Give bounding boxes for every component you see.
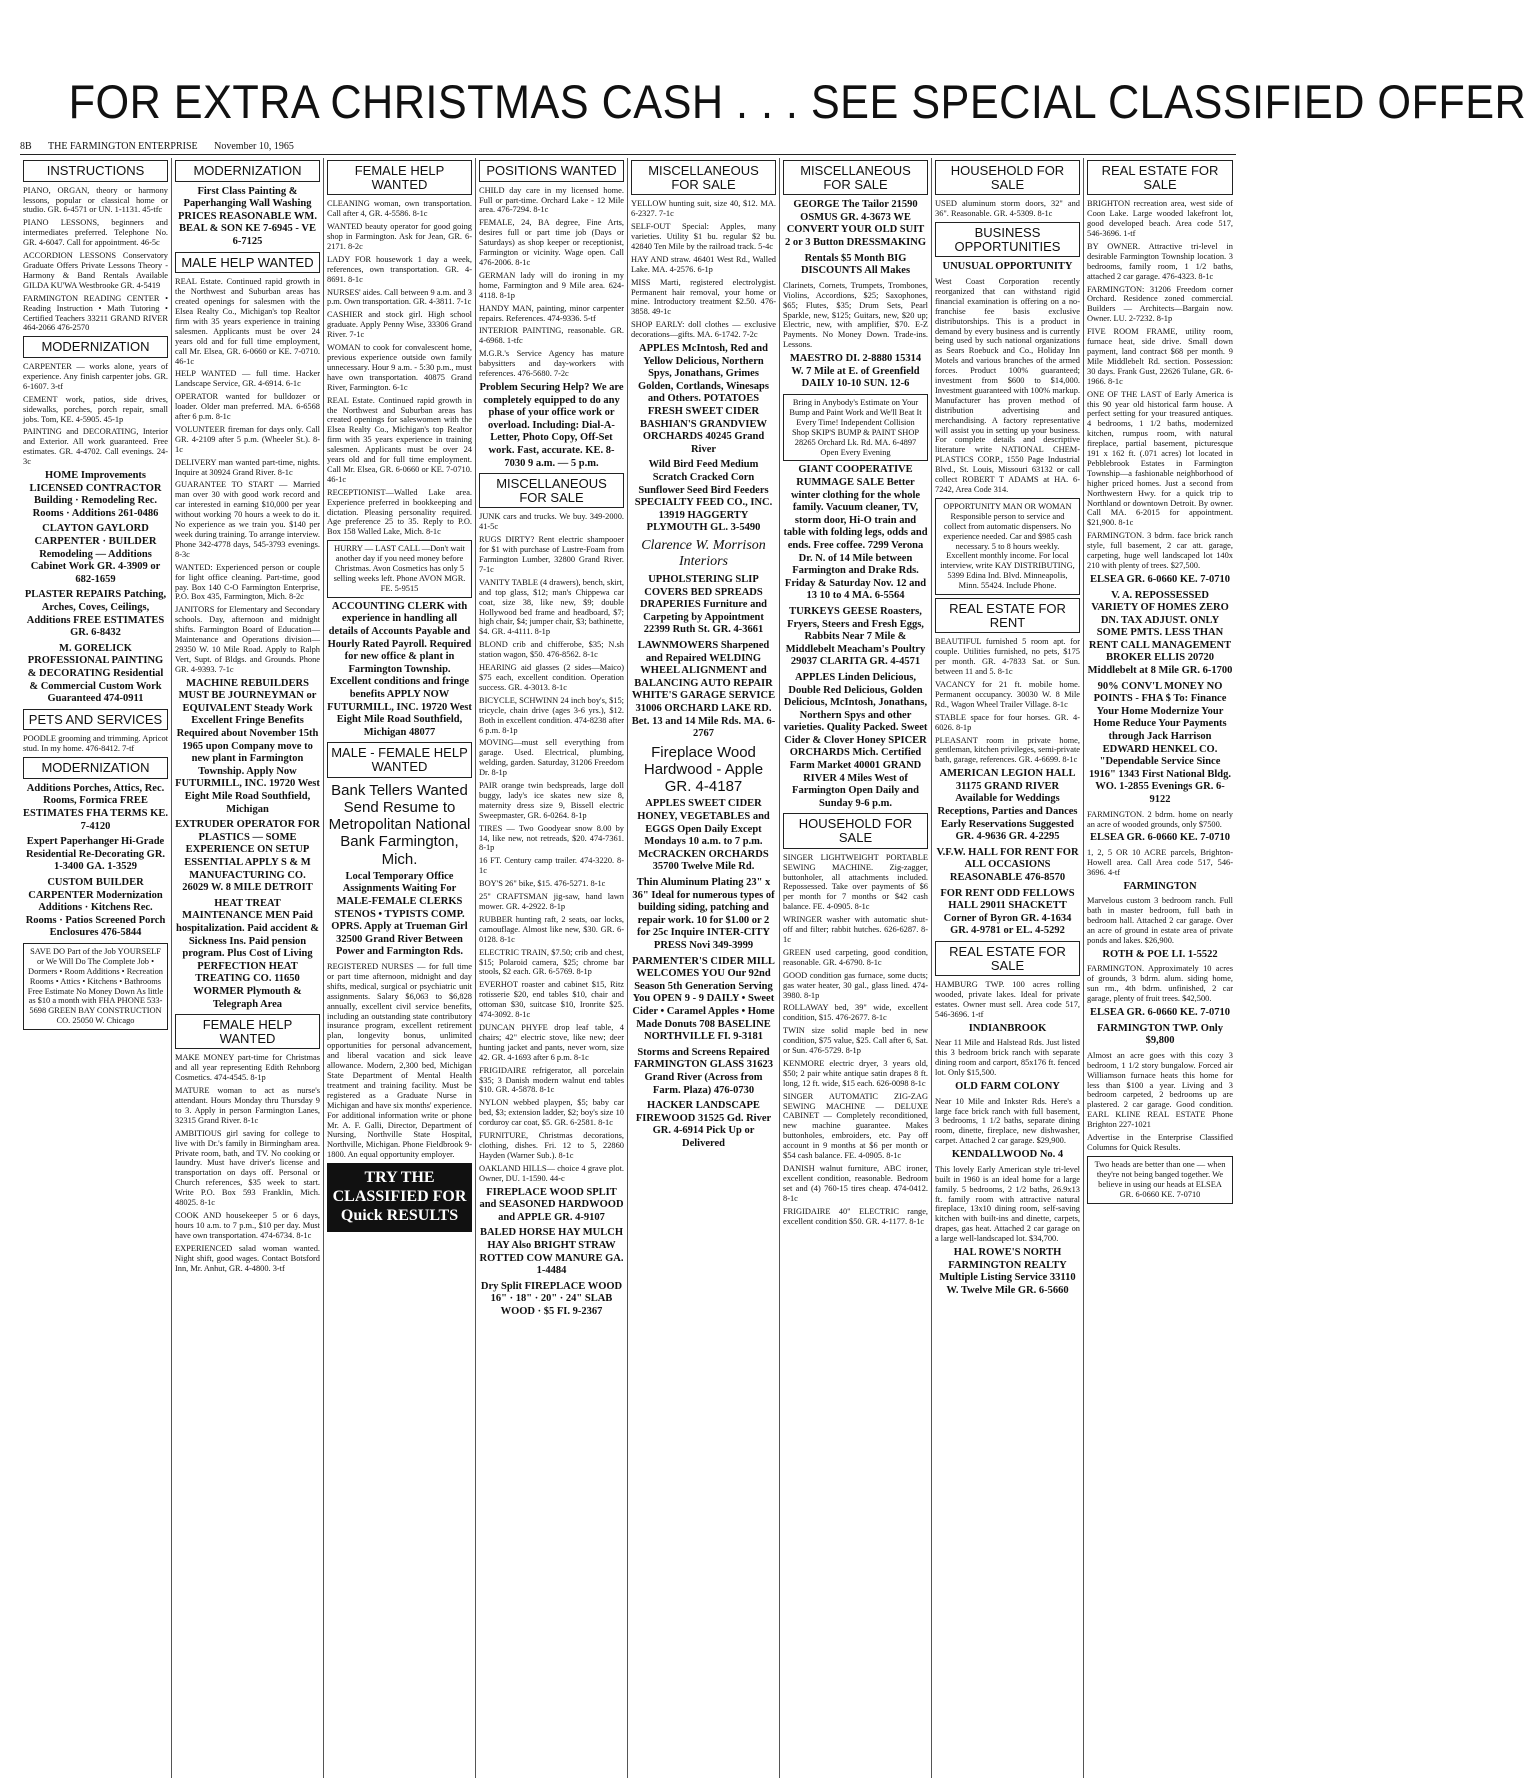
classified-ad: MAKE MONEY part-time for Christmas and all year representing Edith Rehnborg Cosmetics. 474-4545. 8-1p xyxy=(175,1053,320,1083)
section-header: HOUSEHOLD FOR SALE xyxy=(783,813,928,848)
classified-ad: SINGER LIGHTWEIGHT PORTABLE SEWING MACHINE. Zig-zagger, buttonholer, all attachments included. Repossessed. Take over payments of $6 per month for 7 months or $42 cash balance. FE. 4-0905. 8-1c xyxy=(783,852,928,912)
classified-ad: SINGER AUTOMATIC ZIG-ZAG SEWING MACHINE — DELUXE CABINET — Completely reconditioned, new machine guarantee. Makes buttonholes, embroiders, etc. Pay off account in 9 months at $6 per month or $54 cash balance. FE. 4-0905. 8-1c xyxy=(783,1091,928,1161)
classified-ad: FURNITURE, Christmas decorations, clothing, dishes. Fri. 12 to 5, 22860 Hayden (Warner Sub.). 8-1c xyxy=(479,1131,624,1160)
display-ad: Additions Porches, Attics, Rec. Rooms, Formica FREE ESTIMATES FHA TERMS KE. 7-4120 xyxy=(23,782,168,832)
column-5 xyxy=(628,158,780,1778)
classified-ad: EXPERIENCED salad woman wanted. Night shift, good wages. Contact Botsford Inn, Mr. Anhut, GR. 4-4800. 3-tf xyxy=(175,1243,320,1273)
display-ad: CUSTOM BUILDER CARPENTER Modernization Additions · Kitchens Rec. Rooms · Patios Screened Porch Enclosures 476-5844 xyxy=(25,876,166,939)
display-ad: Problem Securing Help? We are completely equipped to do any phase of your office work or overload. Including: Dial-A-Letter, Photo Copy, Off-Set work. Fast, accurate. KE. 8-7030 9 a.m. — 5 p.m. xyxy=(479,381,624,469)
section-header: MODERNIZATION xyxy=(23,336,168,358)
classified-ad: HAY AND straw. 46401 West Rd., Walled Lake. MA. 4-2576. 6-1p xyxy=(631,254,776,274)
display-ad: Thin Aluminum Plating 23" x 36" Ideal for numerous types of building siding, patching and repair work. 10 for $1.00 or 2 for 25c Inquire INTER-CITY PRESS Novi 349-3999 xyxy=(632,877,775,951)
classified-ad: BICYCLE, SCHWINN 24 inch boy's, $15; tricycle, chain drive (ages 3-6 yrs.), $12. Both in excellent condition. 474-8238 after 6 p.m. 8-1p xyxy=(479,695,624,735)
classified-ad: BLOND crib and chifferobe, $35; N.sh station wagon, $50. 476-8562. 8-1c xyxy=(479,640,624,660)
classified-ad: GREEN used carpeting, good condition, reasonable. GR. 4-6790. 8-1c xyxy=(783,947,928,967)
classified-ad: FRIGIDAIRE 40" ELECTRIC range, excellent condition $50. GR. 4-1177. 8-1c xyxy=(783,1206,928,1226)
banner-headline: FOR EXTRA CHRISTMAS CASH . . . SEE SPECIAL CLASSIFIED OFFER xyxy=(68,75,1526,128)
classified-ad: RUBBER hunting raft, 2 seats, oar locks, camouflage. Almost like new, $30. GR. 6-0128. 8-1c xyxy=(479,914,624,944)
section-header: MODERNIZATION xyxy=(175,160,320,182)
display-ad: HOME Improvements LICENSED CONTRACTOR Building · Remodeling Rec. Rooms · Additions 261-0486 xyxy=(29,470,162,519)
classified-ad: BOY'S 26" bike, $15. 476-5271. 8-1c xyxy=(479,879,606,889)
display-ad: Wild Bird Feed Medium Scratch Cracked Corn Sunflower Seed Bird Feeders SPECIALTY FEED CO., INC. 13919 HAGGERTY PLYMOUTH GL. 3-5490 xyxy=(634,459,773,534)
display-ad: TURKEYS GEESE Roasters, Fryers, Steers and Fresh Eggs, Rabbits Near 7 Mile & Middlebelt Meacham's Poultry 29037 CLARITA GR. 4-4571 xyxy=(785,605,926,668)
boxed-ad: Bring in Anybody's Estimate on Your Bump and Paint Work and We'll Beat It Every Time! Independent Collision Shop SKIP'S BUMP & PAINT SHOP 28265 Orchard Lk. Rd. MA. 6-4897 Open Every Evening xyxy=(783,394,928,461)
classified-ad: PIANO, ORGAN, theory or harmony lessons, popular or classical home or studio. GR. 6-4571 or UN. 1-1131. 45-tfc xyxy=(23,185,168,215)
display-ad: EXTRUDER OPERATOR FOR PLASTICS — SOME EXPERIENCE ON SETUP ESSENTIAL APPLY S & M MANUFACTURING CO. 26029 W. 8 MILE DETROIT xyxy=(175,819,320,894)
column-1 xyxy=(20,158,172,1778)
display-ad: ELSEA GR. 6-0660 KE. 7-0710 xyxy=(1089,1007,1231,1019)
display-ad: GEORGE The Tailor 21590 OSMUS GR. 4-3673 WE CONVERT YOUR OLD SUIT 2 or 3 Button DRESSMAKING xyxy=(785,199,926,249)
classified-ad: FIVE ROOM FRAME, utility room, furnace heat, side drive. Small down payment, land contract $68 per month. 9 Mile Middlebelt Rd. section. Possession: 30 days. Frank Gust, 22626 Tulane, GR. 6-1966. 8-1c xyxy=(1087,327,1233,386)
section-header: MISCELLANEOUS FOR SALE xyxy=(783,160,928,195)
display-ad: APPLES McIntosh, Red and Yellow Delicious, Northern Spys, Jonathans, Grimes Golden, Cortlands, Winesaps and Others. POTATOES FRESH SWEET CIDER BASHIAN'S GRANDVIEW ORCHARDS 40245 Grand River xyxy=(638,343,769,455)
classified-ad: HELP WANTED — full time. Hacker Landscape Service, GR. 4-6914. 6-1c xyxy=(175,369,320,389)
section-header: MISCELLANEOUS FOR SALE xyxy=(631,160,776,195)
classified-ad: YELLOW hunting suit, size 40, $12. MA. 6-2327. 7-1c xyxy=(631,199,776,219)
classified-ad: GOOD condition gas furnace, some ducts; gas water heater, 30 gal., glass lined. 474-3980. 8-1p xyxy=(783,970,928,1000)
section-header: POSITIONS WANTED xyxy=(479,160,624,182)
column-8 xyxy=(1084,158,1236,1778)
display-ad: First Class Painting & Paperhanging Wall Washing PRICES REASONABLE WM. BEAL & SON KE 7-6945 - VE 6-7125 xyxy=(178,185,317,248)
classified-ad: FARMINGTON: 31206 Freedom corner Orchard. Residence zoned commercial. Builders — Architects—Bargain now. Owner. LU. 2-7232. 8-1p xyxy=(1087,284,1233,324)
display-ad: CLAYTON GAYLORD CARPENTER · BUILDER Remodeling — Additions Cabinet Work GR. 4-3909 or 682-1659 xyxy=(30,523,161,585)
classified-ad: RUGS DIRTY? Rent electric shampooer for $1 with purchase of Lustre-Foam from Farmington Lumber, 32800 Grand River. 7-1c xyxy=(479,535,624,574)
classified-ad: TIRES — Two Goodyear snow 8.00 by 14, like new, not retreads, $20. 474-7361. 8-1p xyxy=(479,823,624,853)
display-ad: INDIANBROOK xyxy=(968,1022,1047,1034)
section-header: MISCELLANEOUS FOR SALE xyxy=(479,473,624,508)
classified-ad: SHOP EARLY: doll clothes — exclusive decorations—gifts. MA. 6-1742. 7-2c xyxy=(631,320,776,340)
classified-ad: POODLE grooming and trimming. Apricot stud. In my home. 476-8412. 7-tf xyxy=(23,734,168,754)
classified-ad: Marvelous custom 3 bedroom ranch. Full bath in master bedroom, full bath in bedroom hall. Attached 2 car garage. Over an acre of ground in estate area of private ponds and lakes. $26,900. xyxy=(1087,896,1233,945)
classified-ad: INTERIOR PAINTING, reasonable. GR. 4-6968. 1-tfc xyxy=(479,326,624,346)
display-ad: UNUSUAL OPPORTUNITY xyxy=(942,261,1073,273)
display-ad: OLD FARM COLONY xyxy=(955,1081,1060,1093)
display-ad: Storms and Screens Repaired FARMINGTON GLASS 31623 Grand River (Across from Farm. Plaza) 476-0730 xyxy=(633,1046,774,1096)
script-logo-text: Clarence W. Morrison Interiors xyxy=(641,537,766,570)
classified-ad: CLEANING woman, own transportation. Call after 4, GR. 4-5586. 8-1c xyxy=(327,199,472,219)
display-ad: BALED HORSE HAY MULCH HAY Also BRIGHT STRAW ROTTED COW MANURE GA. 1-4484 xyxy=(479,1227,624,1277)
classified-ad: OAKLAND HILLS— choice 4 grave plot. Owner, DU. 1-1590. 44-c xyxy=(479,1163,624,1183)
column-3 xyxy=(324,158,476,1778)
classified-ad: This lovely Early American style tri-level built in 1960 is an ideal home for a large family. 5 bedrooms, 2 1/2 baths, 26.9x13 ft. family room with attractive natural fireplace, 13x10 dining room, self-saving kitchen with built-ins and dinette, carpets, drapes, gas heat. Attached 2 car garage on a large well-landscaped lot. $34,700. xyxy=(935,1164,1080,1244)
classified-ad: TWIN size solid maple bed in new condition, $75 value, $25. Call after 6, Sat. or Sun. 476-5729. 8-1p xyxy=(783,1026,928,1056)
classified-ad: SELF-OUT Special: Apples, many varieties. Utility $1 bu. regular $2 bu. 42840 Ten Mile by the railroad track. 5-4c xyxy=(631,222,776,251)
classified-ad: Near 11 Mile and Halstead Rds. Just listed this 3 bedroom brick ranch with separate dining room and carport, 85x176 ft. fenced lot. Only $15,500. xyxy=(935,1038,1080,1078)
display-ad: ELSEA GR. 6-0660 KE. 7-0710 xyxy=(1089,832,1231,844)
classified-ad: REGISTERED NURSES — for full time or part time afternoon, midnight and day shifts, medical, surgical or psychiatric unit assignments. Salary $6,063 to $6,828 annually, excellent civil service benefits, including an outstanding state contributory insurance program, excellent retirement plan, longevity bonus, unlimited opportunities for personal advancement, and liberal vacation and sick leave allowance. Modern, 2,300 bed, Michigan State Department of Mental Health treatment and training facility. Must be registered as a Graduate Nurse in Michigan and have six months' experience. For additional information write or phone Mr. A. F. Galli, Director, Department of Nursing, Northville State Hospital, Northville, Michigan. Phone Fieldbrook 9-1800. An equal opportunity employer. xyxy=(327,962,472,1160)
display-ad: APPLES SWEET CIDER HONEY, VEGETABLES and EGGS Open Daily Except Mondays 10 a.m. to 7 p.m. McCRACKEN ORCHARDS 35700 Twelve Mile Rd. xyxy=(637,798,770,873)
classified-ad: M.G.R.'s Service Agency has mature babysitters and day-workers with references. 476-5680. 7-2c xyxy=(479,349,624,379)
classified-ad: VOLUNTEER fireman for days only. Call GR. 4-2109 after 5 p.m. (Wheeler St.). 8-1c xyxy=(175,424,320,454)
display-ad: V. A. REPOSSESSED VARIETY OF HOMES ZERO DN. TAX ADJUST. ONLY SOME PMTS. LESS THAN RENT CALL MANAGEMENT BROKER ELLIS 20720 Middlebelt at 8 Mile GR. 6-1700 xyxy=(1087,589,1233,677)
display-ad: Rentals $5 Month BIG DISCOUNTS All Makes xyxy=(800,252,911,277)
classified-ad: EVERHOT roaster and cabinet $15, Ritz rotisserie $20, end tables $10, chair and ottoman $30, suitcase $10, Ironrite $25. 474-3092. 8-1c xyxy=(479,980,624,1020)
display-ad: Dry Split FIREPLACE WOOD 16" · 18" · 20" · 24" SLAB WOOD · $5 FI. 9-2367 xyxy=(480,1280,623,1317)
column-7 xyxy=(932,158,1084,1778)
classified-ad: HEARING aid glasses (2 sides—Maico) $75 each, excellent condition. Operation success. GR. 4-3013. 8-1c xyxy=(479,663,624,692)
promo-box: TRY THE CLASSIFIED FOR Quick RESULTS xyxy=(327,1163,472,1232)
issue-date: November 10, 1965 xyxy=(214,141,294,152)
section-header: REAL ESTATE FOR SALE xyxy=(935,941,1080,976)
classified-ad: REAL Estate. Continued rapid growth in the Northwest and Suburban areas has created openings for saleswomen with the Elsea Realty Co., Michigan's top Realtor firm with 35 years experience in training salesmen. Applicants must be over 24 years old and for full time employment. Call Mr. Elsea, GR. 6-0660 or KE. 7-0710. 46-1c xyxy=(327,395,472,484)
classified-ad: FEMALE, 24, BA degree, Fine Arts, desires full or part time job (Days or Saturdays) as shop keeper or receptionist, Farmington or vicinity. Wage open. Call 476-2006. 8-1c xyxy=(479,218,624,267)
classified-ad: HANDY MAN, painting, minor carpenter repairs. References. 474-9336. 5-tf xyxy=(479,303,624,323)
classified-ad: WANTED: Experienced person or couple for light office cleaning. Part-time, good pay. Box 140 C-O Farmington Enterprise, P.O. Box 435, Farmington, Mich. 8-2c xyxy=(175,562,320,602)
classified-ad: CASHIER and stock girl. High school graduate. Apply Penny Wise, 33306 Grand River. 7-1c xyxy=(327,310,472,340)
display-ad: MACHINE REBUILDERS MUST BE JOURNEYMAN or EQUIVALENT Steady Work Excellent Fringe Benefits Required about November 15th 1965 upon Company move to new plant in Farmington Township. Apply Now FUTURMILL, INC. 19720 West Eight Mile Road Southfield, Michigan xyxy=(175,677,320,815)
section-header: MALE HELP WANTED xyxy=(175,252,320,274)
section-header: BUSINESS OPPORTUNITIES xyxy=(935,222,1080,257)
classified-ad: FRIGIDAIRE refrigerator, all porcelain $35; 3 Danish modern walnut end tables $10. GR. 4-5878. 8-1c xyxy=(479,1065,624,1095)
section-header: REAL ESTATE FOR RENT xyxy=(935,598,1080,633)
classified-ad: KENMORE electric dryer, 3 years old, $50; 2 pair white antique satin drapes 8 ft. long, 12 ft. wide, $15 each. 626-0098 8-1c xyxy=(783,1058,928,1088)
classified-ad: WANTED beauty operator for good going shop in Farmington. Ask for Jean, GR. 6-2171. 8-2c xyxy=(327,222,472,251)
display-ad: Local Temporary Office Assignments Waiting For MALE-FEMALE CLERKS STENOS • TYPISTS COMP. OPRS. Apply at Trueman Girl 32500 Grand River Between Power and Farmington Rds. xyxy=(331,870,468,958)
classified-ad: OPERATOR wanted for bulldozer or loader. Older man preferred. MA. 6-6568 after 6 p.m. 8-1c xyxy=(175,392,320,422)
display-ad: FARMINGTON xyxy=(1123,880,1197,892)
classified-ad: CHILD day care in my licensed home. Full or part-time. Orchard Lake - 12 Mile area. 476-7294. 8-1c xyxy=(479,185,624,215)
display-ad: Expert Paperhanger Hi-Grade Residential Re-Decorating GR. 1-3400 GA. 1-3529 xyxy=(25,836,166,873)
display-ad: HEAT TREAT MAINTENANCE MEN Paid hospitalization. Paid accident & Sickness Ins. Paid pension program. Plus Cost of Living PERFECTION HEAT TREATING CO. 11650 WORMER Plymouth & Telegraph Area xyxy=(176,897,319,1010)
section-header: INSTRUCTIONS xyxy=(23,160,168,182)
classified-columns xyxy=(20,158,1244,1778)
display-ad: LAWNMOWERS Sharpened and Repaired WELDING WHEEL ALIGNMENT and BALANCING AUTO REPAIR WHITE'S GARAGE SERVICE 31006 ORCHARD LAKE RD. Bet. 13 and 14 Mile Rds. MA. 6-2767 xyxy=(631,639,776,740)
display-ad: PLASTER REPAIRS Patching, Arches, Coves, Ceilings, Additions FREE ESTIMATES GR. 6-8432 xyxy=(24,589,167,639)
display-ad: FARMINGTON TWP. Only $9,800 xyxy=(1097,1022,1223,1047)
boxed-ad: OPPORTUNITY MAN OR WOMAN Responsible person to service and collect from automatic dispensers. No experience needed. Car and $985 cash necessary. 5 to 8 hours weekly. Excellent monthly income. For local interview, write KAY DISTRIBUTING, 5399 Edina Ind. Blvd. Minneapolis, Minn. 55424. Include Phone. xyxy=(935,498,1080,595)
folio-line xyxy=(20,141,1236,155)
section-header: MALE - FEMALE HELP WANTED xyxy=(327,742,472,777)
display-ad: FIREPLACE WOOD SPLIT and SEASONED HARDWOOD and APPLE GR. 4-9107 xyxy=(479,1186,624,1223)
classified-ad: JANITORS for Elementary and Secondary schools. Day, afternoon and midnight shifts. Farmington Board of Education—Maintenance and Operations division—29350 W. 10 Mile Road. Apply to Ralph Vert, Supt. of Bldgs. and Grounds. Phone GR. 4-9393. 7-1c xyxy=(175,605,320,674)
classified-ad: GUARANTEE TO START — Married man over 30 with good work record and car interested in earning $10,000 per year without working 70 hours a week to do it. No experience as we train you. $140 per week during training. To arrange interview. Phone 342-4778 days, 545-3793 evenings. 8-3c xyxy=(175,480,320,559)
classified-ad: PIANO LESSONS, beginners and intermediates preferred. Telephone No. GR. 4-6047. Call for appointment. 46-5c xyxy=(23,218,168,248)
classified-ad: BY OWNER. Attractive tri-level in desirable Farmington Township location. 3 bedrooms, family room, 1 1/2 baths, attached 2 car garage. 476-4323. 8-1c xyxy=(1087,241,1233,281)
classified-ad: USED aluminum storm doors, 32" and 36". Reasonable. GR. 4-5309. 8-1c xyxy=(935,199,1080,219)
classified-ad: FARMINGTON. 2 bdrm. home on nearly an acre of wooded grounds, only $7500. xyxy=(1087,809,1233,829)
display-ad: M. GORELICK PROFESSIONAL PAINTING & DECORATING Residential & Commercial Custom Work Guaranteed 474-0911 xyxy=(27,642,164,705)
classified-ad: MOVING—must sell everything from garage. Used. Electrical, plumbing, welding, garden. Saturday, 31206 Freedom Dr. 8-1p xyxy=(479,738,624,778)
classified-ad: 25" CRAFTSMAN jig-saw, hand lawn mower. GR. 4-2922. 8-1p xyxy=(479,892,624,912)
classified-ad: HAMBURG TWP. 100 acres rolling wooded, private lakes. Ideal for private estates. Owner must sell. Area code 517, 546-3696. 1-tf xyxy=(935,980,1080,1019)
classified-ad: ACCORDION LESSONS Conservatory Graduate Offers Private Lessons Theory - Harmony & Band Rentals Available GILDA KU'WA Westbrooke GR. 4-5419 xyxy=(23,251,168,290)
classified-ad: MATURE woman to act as nurse's attendant. Hours Monday thru Thursday 9 to 3. Apply in person Farmington Lanes, 32315 Grand River. 8-1c xyxy=(175,1086,320,1125)
classified-ad: COOK AND housekeeper 5 or 6 days, hours 10 a.m. to 7 p.m., $10 per day. Must have own transportation. 474-6734. 8-1c xyxy=(175,1211,320,1240)
column-4 xyxy=(476,158,628,1778)
classified-ad: BRIGHTON recreation area, west side of Coon Lake. Large wooded lakefront lot, good developed beach. Area code 517, 546-3696. 1-tf xyxy=(1087,199,1233,238)
display-ad: PARMENTER'S CIDER MILL WELCOMES YOU Our 92nd Season 5th Generation Serving You OPEN 9 - 9 DAILY • Sweet Cider • Caramel Apples • Home Made Donuts 708 BASELINE NORTHVILLE FI. 9-3181 xyxy=(632,955,775,1043)
classified-ad: PAIR orange twin bedspreads, large doll buggy, lady's ice skates new size 8, maternity dress size 9, Bissell electric Sweepmaster, GR. 6-0264. 8-1p xyxy=(479,781,624,820)
display-ad: GIANT COOPERATIVE RUMMAGE SALE Better winter clothing for the whole family. Vacuum cleaner, TV, storm door, Hi-O train and table with folding legs, odds and ends. Free coffee. 7299 Verona Dr. N. of 14 Mile between Farmington and Drake Rds. Friday & Saturday Nov. 12 and 13 10 to 4 MA. 6-5564 xyxy=(783,464,928,602)
classified-ad: WOMAN to cook for convalescent home, previous experience outside own family unnecessary. Hour 9 a.m. - 5:30 p.m., must have own transportation. 40875 Grand River, Farmington. 6-1c xyxy=(327,343,472,392)
page-number: 8B xyxy=(20,141,32,152)
classified-ad: GERMAN lady will do ironing in my home, Farmington and 9 Mile area. 624-4118. 8-1p xyxy=(479,270,624,300)
classified-ad: Almost an acre goes with this cozy 3 bedroom, 1 1/2 story bungalow. Forced air Williamson furnace heats this home for less than $100 a year. Living and 3 bedroom carpeted, 2 bedrooms up are plastered. 2 car garage. Good condition. EARL KLINE REAL ESTATE Phone Brighton 227-1021 xyxy=(1087,1050,1233,1130)
display-ad: 90% CONV'L MONEY NO POINTS - FHA $ To: Finance Your Home Modernize Your Home Reduce Your Payments through Jack Harrison EDWARD HENKEL CO. "Dependable Service Since 1916" 1343 First National Bldg. WO. 1-2855 Evenings GR. 6-9122 xyxy=(1088,680,1232,805)
display-ad: ELSEA GR. 6-0660 KE. 7-0710 xyxy=(1089,573,1231,585)
section-header: FEMALE HELP WANTED xyxy=(175,1014,320,1049)
boxed-ad: HURRY — LAST CALL —Don't wait another day if you need money before Christmas. Avon Cosmetics has only 5 selling weeks left. Phone AVON MGR. FE. 5-9515 xyxy=(327,540,472,598)
display-ad: ACCOUNTING CLERK with experience in handling all details of Accounts Payable and Hourly Rated Payroll. Required for new office & plant in Farmington Township. Excellent conditions and fringe benefits APPLY NOW FUTURMILL, INC. 19720 West Eight Mile Road Southfield, Michigan 48077 xyxy=(327,600,472,738)
section-header: FEMALE HELP WANTED xyxy=(327,160,472,195)
classified-ad: FARMINGTON. Approximately 10 acres of grounds, 3 bdrm. alum. siding home, sun rm., 4th bdrm. unfinished, 2 car garage, plenty of fruit trees. $42,500. xyxy=(1087,964,1233,1004)
classified-ad: FARMINGTON. 3 bdrm. face brick ranch style, full basement, 2 car att. garage, carpeting, huge well landscaped lot 140x 210 with plenty of trees. $27,500. xyxy=(1087,531,1233,570)
classified-ad: RECEPTIONIST—Walled Lake area. Experience preferred in bookkeeping and dictation. Pleasing personality required. Age preference 25 to 35. Reply to P.O. Box 158 Walled Lake, Mich. 8-1c xyxy=(327,487,472,537)
boxed-ad: Two heads are better than one — when they're not being banged together. We believe in using our heads at ELSEA GR. 6-0660 KE. 7-0710 xyxy=(1087,1156,1233,1204)
boxed-ad: SAVE DO Part of the Job YOURSELF or We Will Do The Complete Job • Dormers • Room Additions • Recreation Rooms • Attics • Kitchens • Bathrooms Free Estimate No Money Down As little as $10 a month with FHA PHONE 533-5698 GREEN BAY CONSTRUCTION CO. 25050 W. Chicago xyxy=(23,943,168,1030)
classified-ad: LADY FOR housework 1 day a week, references, own transportation. GR. 4-8691. 8-1c xyxy=(327,254,472,284)
classified-ad: PAINTING and DECORATING, Interior and Exterior. All work guaranteed. Free estimates. GR. 4-4702. Call evenings. 24-3c xyxy=(23,427,168,467)
classified-ad: ROLLAWAY bed, 39" wide, excellent condition, $15. 476-2677. 8-1c xyxy=(783,1003,928,1023)
classified-ad: 16 FT. Century camp trailer. 474-3220. 8-1c xyxy=(479,856,624,876)
classified-ad: VACANCY for 21 ft. mobile home. Permanent occupancy. 30030 W. 8 Mile Rd., Wagon Wheel Trailer Village. 8-1c xyxy=(935,679,1080,709)
display-ad: MAESTRO DI. 2-8880 15314 W. 7 Mile at E. of Greenfield DAILY 10-10 SUN. 12-6 xyxy=(789,353,922,390)
classified-ad: CEMENT work, patios, side drives, sidewalks, porches, porch repair, small jobs. Tom, KE. 4-5905. 45-1p xyxy=(23,394,168,424)
classified-ad: ELECTRIC TRAIN, $7.50; crib and chest, $15; Polaroid camera, $25; chrome bar stools, $2 each. GR. 6-5769. 8-1p xyxy=(479,947,624,977)
display-ad: FOR RENT ODD FELLOWS HALL 29011 SHACKETT Corner of Byron GR. 4-1634 GR. 4-9781 or EL. 4-5292 xyxy=(940,887,1075,937)
classified-ad: NURSES' aides. Call between 9 a.m. and 3 p.m. Own transportation. GR. 4-3811. 7-1c xyxy=(327,287,472,307)
classified-ad: West Coast Corporation recently reorganized that can withstand rigid financial examination is offering on a no-franchise fee basis exclusive distributorships. This is a product in demand by every business and is currently being used by such national organizations as Sears Roebuck and Co., Holiday Inn Motels and various branches of the armed forces. Product 100% guaranteed; investment from $600 to $14,000. Investment guaranteed with 100% markup. Manufacturer has proven method of distribution advertising and merchandising. A factory representative will assist you in setting up your business. For complete details and descriptive literature write NATIONAL CHEM-PLASTICS CORP., 1550 Page Industrial Blvd., St. Louis, Missouri 63132 or call collect ROBERT T ADAMS at HA. 6-7242, Area Code 314. xyxy=(935,276,1080,494)
display-ad: APPLES Linden Delicious, Double Red Delicious, Golden Delicious, McIntosh, Jonathans, Northern Spys and other varieties. Quality Packed. Sweet Cider & Clover Honey SPICER ORCHARDS Mich. Certified Farm Market 40001 GRAND RIVER 4 Miles West of Farmington Open Daily and Sunday 9-6 p.m. xyxy=(783,671,928,809)
classified-ad: NYLON webbed playpen, $5; baby car bed, $3; extension ladder, $2; boy's size 10 corduroy car coat, $5. GR. 6-2581. 8-1c xyxy=(479,1098,624,1128)
classified-ad: Advertise in the Enterprise Classified Columns for Quick Results. xyxy=(1087,1133,1233,1152)
classified-ad: WRINGER washer with automatic shut-off and filter; rabbit hutches. 626-6287. 8-1c xyxy=(783,915,928,944)
classified-ad: ONE OF THE LAST of Early America is this 90 year old historical farm house. A perfect setting for your treasured antiques. 4 bedrooms, 1 1/2 baths, modernized kitchen, rumpus room, with natural fireplace, partial basement, picturesque 191 x 162 ft. (.071 acres) lot located in Pebblebrook Estates in Farmington Township—a fashionable neighborhood of higher priced homes. Just a second from Northwestern Hwy. for a quick trip to Northland or downtown Detroit. By owner. Call MA. 6-2015 for appointment. $21,900. 8-1c xyxy=(1087,389,1233,528)
classified-ad: Near 10 Mile and Inkster Rds. Here's a large face brick ranch with full basement, 3 bedrooms, 1 1/2 baths, separate dining room, dinette, fireplace, new dishwasher, carpet. Attached 2 car garage. $29,900. xyxy=(935,1096,1080,1146)
classified-ad: FARMINGTON READING CENTER • Reading Instruction • Math Tutoring • Certified Teachers 33211 GRAND RIVER 464-2066 476-2570 xyxy=(23,293,168,333)
classified-ad: PLEASANT room in private home, gentleman, kitchen privileges, semi-private bath, garage, references. GR. 4-6699. 8-1c xyxy=(935,735,1080,765)
display-ad: AMERICAN LEGION HALL 31175 GRAND RIVER Available for Weddings Receptions, Parties and Dances Early Reservations Suggested GR. 4-9636 GR. 4-2295 xyxy=(937,768,1078,843)
display-ad: ROTH & POE LI. 1-5522 xyxy=(1102,948,1218,960)
section-header: MODERNIZATION xyxy=(23,757,168,779)
classified-ad: MISS Marti, registered electrolygist. Permanent hair removal, your home or mine. Introductory treatment $2.50. 476-3858. 49-1c xyxy=(631,277,776,317)
classified-ad: DUNCAN PHYFE drop leaf table, 4 chairs; 42" electric stove, like new; deer hunting jacket and pants, never worn, size 42. GR. 4-1693 after 6 p.m. 8-1c xyxy=(479,1022,624,1062)
section-header: HOUSEHOLD FOR SALE xyxy=(935,160,1080,195)
classified-ad: CARPENTER — works alone, years of experience. Any finish carpenter jobs. GR. 6-1607. 3-tf xyxy=(23,361,168,391)
classified-ad: STABLE space for four horses. GR. 4-6026. 8-1p xyxy=(935,712,1080,732)
display-ad: V.F.W. HALL FOR RENT FOR ALL OCCASIONS REASONABLE 476-8570 xyxy=(936,846,1079,883)
classified-ad: 1, 2, 5 OR 10 ACRE parcels, Brighton-Howell area. Call Area code 517, 546-3696. 4-tf xyxy=(1087,848,1233,877)
display-ad: HAL ROWE'S NORTH FARMINGTON REALTY Multiple Listing Service 33110 W. Twelve Mile GR. 6-5660 xyxy=(939,1247,1076,1296)
display-ad: Bank Tellers Wanted Send Resume to Metropolitan National Bank Farmington, Mich. xyxy=(328,781,471,868)
classified-ad: VANITY TABLE (4 drawers), bench, skirt, and top glass, $12; man's Chippewa car coat, size 38, like new, $9; double Hollywood bed frame and headboard, $7; high chair, $4; jumper chair, $3; bathinette, $4. GR. 4-4111. 8-1p xyxy=(479,577,624,637)
section-header: REAL ESTATE FOR SALE xyxy=(1087,160,1233,195)
column-2 xyxy=(172,158,324,1778)
display-ad: UPHOLSTERING SLIP COVERS BED SPREADS DRAPERIES Furniture and Carpeting by Appointment 22399 Ruth St. GR. 4-3661 xyxy=(640,574,767,636)
column-6 xyxy=(780,158,932,1778)
classified-ad: REAL Estate. Continued rapid growth in the Northwest and Suburban areas has created openings for salesmen with the Elsea Realty Co., Michigan's top Realtor firm with 35 years experience in training salesmen. Applicants must be over 24 years old and for full time employment, call Mr. Elsea, GR. 6-0660 or KE. 7-0710. 46-1c xyxy=(175,277,320,366)
classified-ad: JUNK cars and trucks. We buy. 349-2000. 41-5c xyxy=(479,512,624,532)
paper-name: THE FARMINGTON ENTERPRISE xyxy=(48,141,198,152)
display-ad: Fireplace Wood Hardwood - Apple GR. 4-4187 xyxy=(643,743,764,796)
classified-ad: Clarinets, Cornets, Trumpets, Trombones, Violins, Accordions, $25; Saxophones, $65; Flutes, $35; Drum Sets, Pearl Sparkle, new, $125; Guitars, new, $20 up; Electric, new, with amplifier, $70. E-Z Payments. No Money Down. Trade-ins. Lessons. xyxy=(783,280,928,350)
classified-ad: DELIVERY man wanted part-time, nights. Inquire at 30924 Grand River. 8-1c xyxy=(175,457,320,477)
classified-ad: DANISH walnut furniture, ABC ironer, excellent condition, reasonable. Bedroom set and (4) 760-15 tires cheap. 474-0412. 8-1c xyxy=(783,1164,928,1203)
display-ad: HACKER LANDSCAPE FIREWOOD 31525 Gd. River GR. 4-6914 Pick Up or Delivered xyxy=(635,1100,772,1149)
display-ad: KENDALLWOOD No. 4 xyxy=(951,1149,1064,1161)
classified-ad: BEAUTIFUL furnished 5 room apt. for couple. Utilities furnished, no pets, $175 per month. GR. 4-7833 Sat. or Sun. between 11 and 5. 8-1c xyxy=(935,637,1080,677)
section-header: PETS AND SERVICES xyxy=(23,709,168,731)
classified-ad: AMBITIOUS girl saving for college to live with Dr.'s family in Birmingham area. Private room, bath, and TV. No cooking or laundry. Must have driver's license and transportation on days off. Personal or Church references, $35 week to start. Write P.O. Box 593 Franklin, Mich. 48025. 8-1c xyxy=(175,1128,320,1208)
